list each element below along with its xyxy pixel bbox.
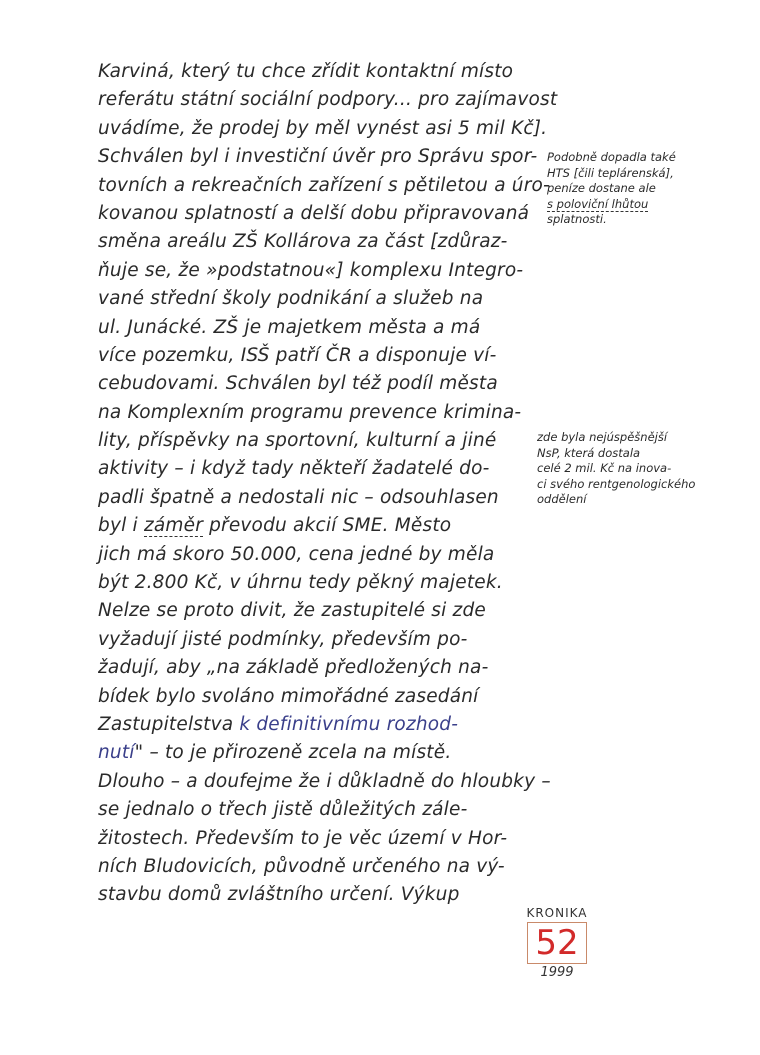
note-line: peníze dostane ale <box>547 181 656 195</box>
note-line: zde byla nejúspěšnější <box>537 430 668 444</box>
blue-ink-text: nutí <box>98 742 135 764</box>
text-line <box>98 711 538 739</box>
text-line: Nelze se proto divit, že zastupitelé si zde <box>98 600 486 622</box>
text-segment: byl i <box>98 515 144 537</box>
text-line <box>98 512 538 540</box>
text-line: vyžadují jisté podmínky, především po- <box>98 628 468 650</box>
text-line: aktivity – i když tady někteří žadatelé do- <box>98 458 490 480</box>
note-line: splatnosti. <box>547 212 607 226</box>
text-segment: převodu akcií SME. Město <box>203 515 452 537</box>
handwritten-body-text <box>98 58 558 910</box>
text-line: uvádíme, že prodej by měl vynést asi 5 mil Kč]. <box>98 117 548 139</box>
note-line: ci svého rentgenologického <box>537 476 696 491</box>
margin-note-hts <box>547 150 676 228</box>
text-line: se jednalo o třech jistě důležitých zále- <box>98 799 468 821</box>
page-number: 52 <box>527 922 587 964</box>
text-line: bídek bylo svoláno mimořádné zasedání <box>98 685 479 707</box>
text-line: směna areálu ZŠ Kollárova za část [zdůraz- <box>98 231 508 253</box>
blue-ink-text: k definitivnímu rozhod- <box>239 713 459 735</box>
chronicle-page-stamp <box>512 906 602 980</box>
text-line <box>98 739 538 767</box>
text-line: cebudovami. Schválen byl též podíl města <box>98 373 498 395</box>
text-line: stavbu domů zvláštního určení. Výkup <box>98 884 460 906</box>
text-line: žadují, aby „na základě předložených na- <box>98 657 489 679</box>
text-line: být 2.800 Kč, v úhrnu tedy pěkný majetek. <box>98 572 503 594</box>
text-line: kovanou splatností a delší dobu připravovaná <box>98 202 530 224</box>
note-line <box>547 197 676 213</box>
note-line: HTS [čili teplárenská], <box>547 165 674 180</box>
text-segment: " – to je přirozeně zcela na místě. <box>134 742 452 764</box>
text-line: na Komplexním programu prevence krimina- <box>98 401 522 423</box>
text-line: ních Bludovicích, původně určeného na vý- <box>98 855 505 877</box>
text-line: Karviná, který tu chce zřídit kontaktní místo <box>98 61 514 82</box>
text-line: lity, příspěvky na sportovní, kulturní a jiné <box>98 430 497 452</box>
margin-note-nsp <box>537 430 695 508</box>
text-line: jich má skoro 50.000, cena jedné by měla <box>98 543 495 565</box>
note-line: NsP, která dostala <box>537 445 641 460</box>
underlined-word: záměr <box>143 515 203 537</box>
text-line: ul. Junácké. ZŠ je majetkem města a má <box>98 316 481 338</box>
text-line: vané střední školy podnikání a služeb na <box>98 288 484 310</box>
text-line: ňuje se, že »podstatnou«] komplexu Integro- <box>98 259 524 281</box>
note-line: Podobně dopadla také <box>547 150 676 164</box>
text-segment: Zastupitelstva <box>98 713 240 735</box>
text-line: padli špatně a nedostali nic – odsouhlasen <box>98 486 499 508</box>
note-line: celé 2 mil. Kč na inova- <box>537 461 672 475</box>
underlined-phrase: s poloviční lhůtou <box>547 196 649 211</box>
stamp-year: 1999 <box>540 965 574 980</box>
note-line: oddělení <box>537 492 587 506</box>
stamp-label: KRONIKA <box>526 906 588 920</box>
text-line: tovních a rekreačních zařízení s pětiletou a úro- <box>98 174 550 196</box>
text-line: Dlouho – a doufejme že i důkladně do hloubky – <box>98 770 551 792</box>
text-line: Schválen byl i investiční úvěr pro Správu spor- <box>98 146 538 168</box>
text-line: referátu státní sociální podpory... pro zajímavost <box>98 89 558 111</box>
text-line: žitostech. Především to je věc území v Hor- <box>98 827 508 849</box>
text-line: více pozemku, ISŠ patří ČR a disponuje ví- <box>98 344 497 366</box>
